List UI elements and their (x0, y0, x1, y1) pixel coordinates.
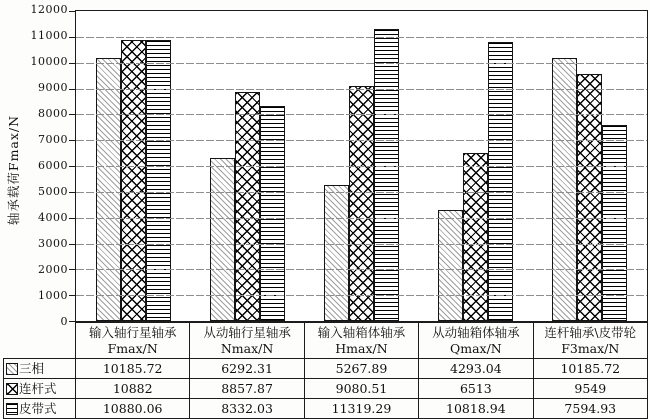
y-tick-label: 2000 (38, 263, 68, 276)
y-tick-label: 9000 (38, 81, 68, 94)
column-unit: Hmax/N (335, 340, 388, 356)
table-cell: 7594.93 (533, 399, 647, 419)
table-cell: 9549 (533, 379, 647, 399)
gridline (76, 166, 647, 167)
bar-连杆式-1 (121, 40, 146, 321)
row-label-text: 皮带式 (19, 401, 57, 416)
column-header-1 (76, 323, 190, 359)
y-tick-label: 4000 (38, 210, 68, 224)
table-cell: 6513 (419, 379, 533, 399)
table-cell: 5267.89 (304, 359, 418, 379)
table-cell: 9080.51 (304, 379, 418, 399)
y-tick-mark (69, 192, 76, 193)
row-label-text: 连杆式 (19, 381, 57, 396)
table-wrap (3, 322, 648, 419)
y-tick-label: 3000 (38, 237, 68, 250)
table-row (4, 359, 648, 379)
y-tick-mark (69, 166, 76, 167)
y-tick-label: 11000 (30, 28, 68, 42)
y-tick-label: 0 (60, 315, 68, 328)
y-axis-gutter (0, 3, 68, 328)
column-header-4 (419, 323, 533, 359)
y-tick-label: 1000 (38, 289, 68, 302)
bar-皮带式-5 (602, 125, 627, 321)
y-tick-mark (69, 114, 76, 115)
column-title: 从动轴行星轴承 (203, 324, 291, 340)
y-tick-mark (69, 269, 76, 270)
y-tick-mark (69, 63, 76, 64)
table-corner-cell (4, 323, 76, 359)
gridline (76, 192, 647, 193)
bar-皮带式-2 (260, 106, 285, 321)
legend-swatch-皮带式 (6, 403, 18, 415)
bar-连杆式-5 (577, 74, 602, 321)
gridline (76, 37, 647, 38)
table-cell: 6292.31 (190, 359, 304, 379)
y-axis-title: 轴承载荷Fmax/N (6, 114, 21, 226)
y-tick-label: 6000 (38, 159, 68, 172)
gridline (76, 63, 647, 64)
bar-连杆式-2 (235, 92, 260, 321)
bar-皮带式-4 (488, 42, 513, 321)
bar-三相-3 (324, 185, 349, 321)
y-tick-label: 7000 (38, 133, 68, 146)
column-header-2 (190, 323, 304, 359)
y-tick-label: 5000 (38, 185, 68, 198)
gridline (76, 218, 647, 219)
column-unit: Fmax/N (107, 340, 158, 356)
y-tick-mark (69, 218, 76, 219)
row-label-三相 (4, 359, 76, 379)
row-label-text: 三相 (19, 361, 45, 376)
y-tick-mark (69, 244, 76, 245)
table-row (4, 379, 648, 399)
table-cell: 11319.29 (304, 399, 418, 419)
table-row (4, 399, 648, 419)
column-title: 输入轴箱体轴承 (317, 324, 406, 340)
bar-三相-1 (96, 58, 121, 321)
column-unit: Nmax/N (220, 340, 274, 356)
row-label-连杆式 (4, 379, 76, 399)
bar-连杆式-3 (349, 86, 374, 321)
column-unit: F3max/N (561, 340, 620, 356)
bar-三相-2 (210, 158, 235, 321)
data-table (3, 322, 648, 419)
y-tick-mark (69, 140, 76, 141)
column-header-3 (304, 323, 418, 359)
legend-swatch-连杆式 (6, 383, 18, 395)
table-cell: 8332.03 (190, 399, 304, 419)
bar-三相-4 (438, 210, 463, 321)
column-title: 从动轴箱体轴承 (432, 324, 520, 340)
gridline (76, 89, 647, 90)
table-cell: 10880.06 (76, 399, 190, 419)
bar-三相-5 (552, 58, 577, 321)
table-cell: 4293.04 (419, 359, 533, 379)
table-cell: 10882 (76, 379, 190, 399)
column-unit: Qmax/N (449, 340, 502, 356)
y-tick-label: 8000 (38, 106, 68, 120)
gridline (76, 244, 647, 245)
bar-皮带式-1 (146, 40, 171, 321)
legend-swatch-三相 (6, 363, 18, 375)
gridline (76, 140, 647, 141)
gridline (76, 114, 647, 115)
table-cell: 10185.72 (533, 359, 647, 379)
table-header-row (4, 323, 648, 359)
plot-area (75, 10, 648, 322)
gridline (76, 269, 647, 270)
table-cell: 10185.72 (76, 359, 190, 379)
y-tick-mark (69, 89, 76, 90)
y-tick-mark (69, 295, 76, 296)
y-tick-mark (69, 11, 76, 12)
row-label-皮带式 (4, 399, 76, 419)
y-tick-label: 10000 (30, 54, 68, 68)
table-cell: 10818.94 (419, 399, 533, 419)
table-cell: 8857.87 (190, 379, 304, 399)
y-tick-mark (69, 37, 76, 38)
y-tick-label: 12000 (30, 3, 68, 16)
column-title: 输入轴行星轴承 (88, 324, 177, 340)
column-header-5 (533, 323, 647, 359)
column-title: 连杆轴承\皮带轮 (544, 324, 637, 340)
gridline (76, 295, 647, 296)
bar-皮带式-3 (374, 29, 399, 321)
